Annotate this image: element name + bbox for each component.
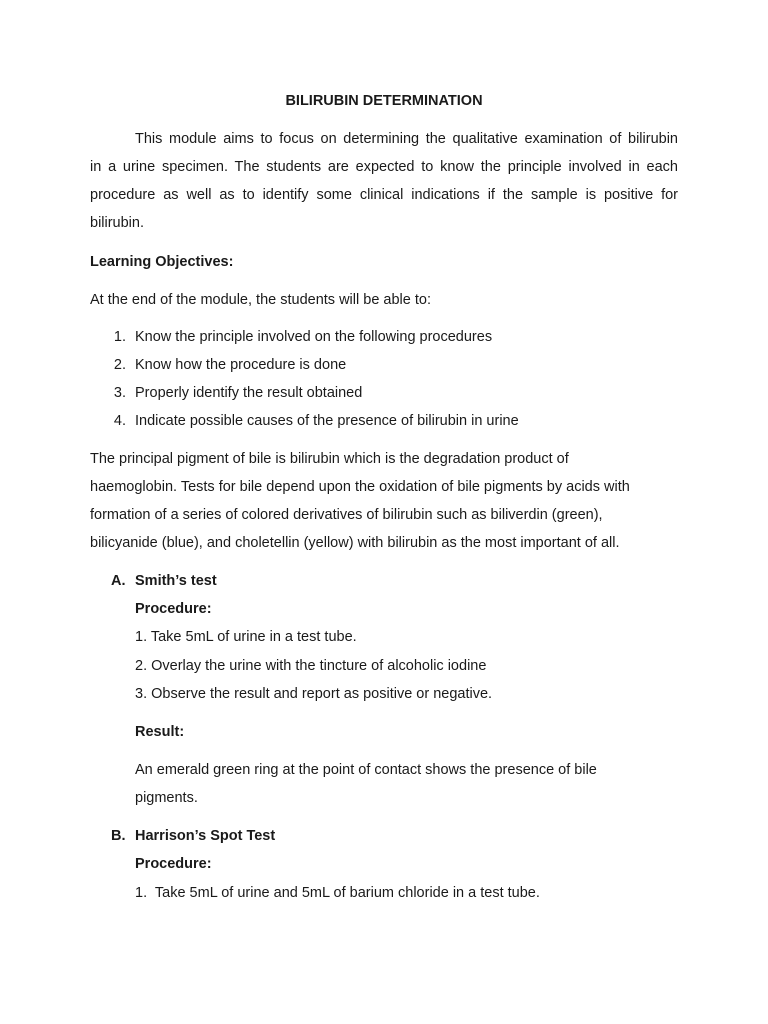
background-line-2: haemoglobin. Tests for bile depend upon the oxidation of bile pigments by acids with bbox=[90, 479, 630, 495]
section-b-step: 1. Take 5mL of urine and 5mL of barium chloride in a test tube. bbox=[135, 885, 540, 901]
objective-item: Know the principle involved on the following procedures bbox=[135, 329, 493, 345]
objectives-heading: Learning Objectives: bbox=[90, 254, 234, 270]
objectives-lead: At the end of the module, the students will be able to: bbox=[90, 292, 431, 308]
section-b-letter: B. bbox=[111, 828, 126, 844]
section-a-step: 3. Observe the result and report as positive or negative. bbox=[135, 686, 493, 702]
objective-item: Properly identify the result obtained bbox=[135, 385, 363, 401]
objective-number: 3. bbox=[113, 385, 126, 401]
section-a-heading: Smith’s test bbox=[135, 573, 217, 589]
section-b-procedure-heading: Procedure: bbox=[135, 856, 212, 872]
document-title: BILIRUBIN DETERMINATION bbox=[285, 93, 483, 109]
objective-item: Know how the procedure is done bbox=[135, 357, 347, 373]
background-line-4: bilicyanide (blue), and choletellin (yellow) with bilirubin as the most important of all. bbox=[90, 535, 620, 551]
background-line-1: The principal pigment of bile is bilirubin which is the degradation product of bbox=[90, 451, 569, 467]
section-a-procedure-heading: Procedure: bbox=[135, 601, 212, 617]
objective-number: 1. bbox=[113, 329, 126, 345]
intro-line-2: in a urine specimen. The students are expected to know the principle involved in each bbox=[90, 159, 678, 175]
background-line-3: formation of a series of colored derivatives of bilirubin such as biliverdin (green), bbox=[90, 507, 603, 523]
objective-number: 4. bbox=[113, 413, 126, 429]
section-b-heading: Harrison’s Spot Test bbox=[135, 828, 276, 844]
section-a-result-line: pigments. bbox=[135, 790, 198, 806]
section-a-result-line: An emerald green ring at the point of contact shows the presence of bile bbox=[135, 762, 597, 778]
intro-line-1: This module aims to focus on determining the qualitative examination of bilirubin bbox=[135, 131, 678, 147]
objective-item: Indicate possible causes of the presence of bilirubin in urine bbox=[135, 413, 519, 429]
section-a-letter: A. bbox=[111, 573, 126, 589]
section-a-step: 2. Overlay the urine with the tincture of alcoholic iodine bbox=[135, 658, 487, 674]
intro-line-3: procedure as well as to identify some clinical indications if the sample is positive for bbox=[90, 187, 678, 203]
objective-number: 2. bbox=[113, 357, 126, 373]
intro-line-4: bilirubin. bbox=[90, 215, 144, 231]
section-a-result-heading: Result: bbox=[135, 724, 185, 740]
section-a-step: 1. Take 5mL of urine in a test tube. bbox=[135, 629, 357, 645]
